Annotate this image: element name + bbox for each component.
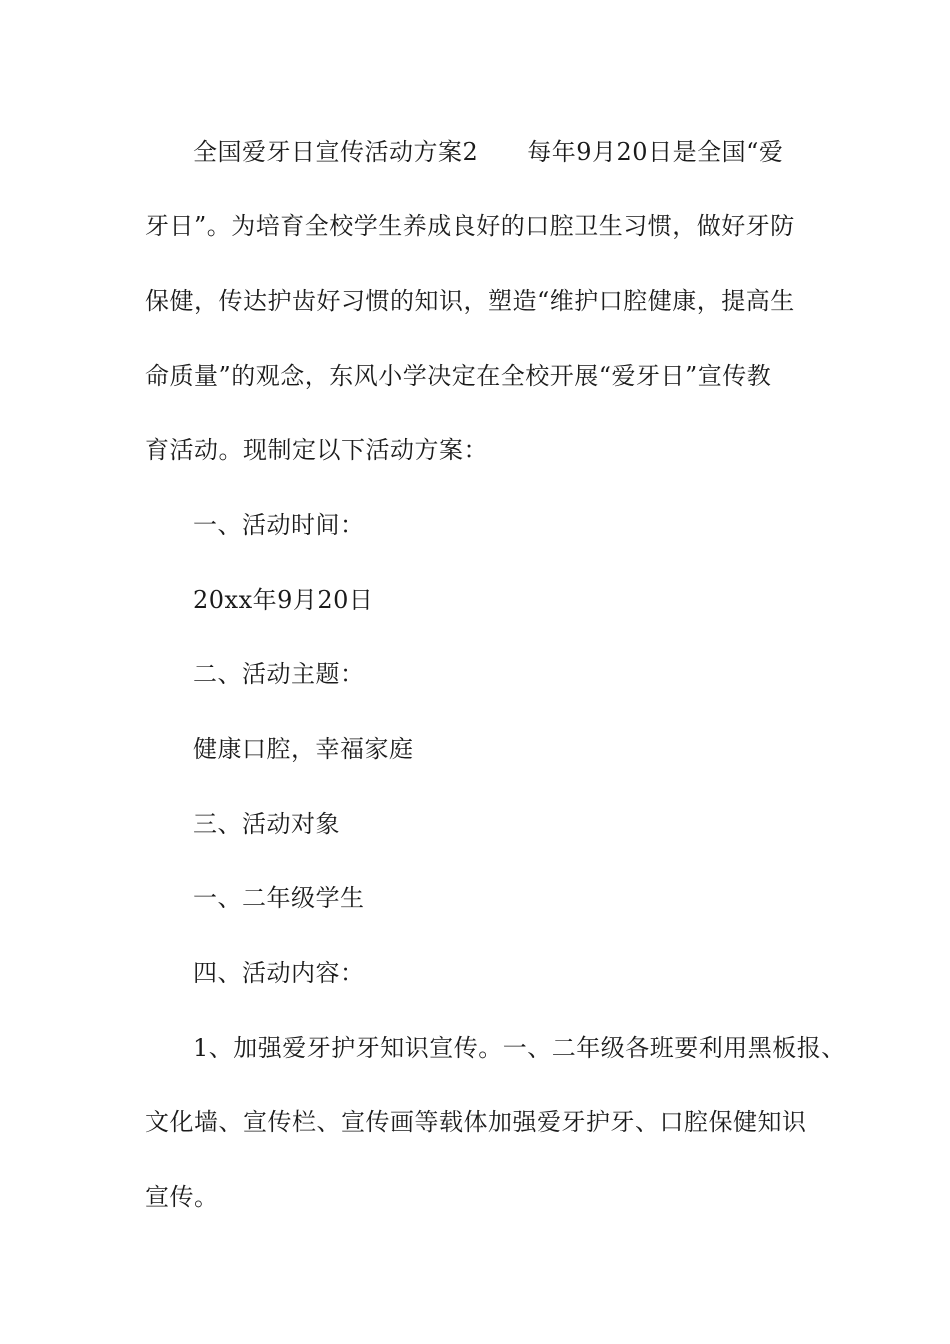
content-item-1-line-1: 1、加强爱牙护牙知识宣传。一、二年级各班要利用黑板报、 — [193, 1034, 846, 1062]
section-heading-time: 一、活动时间： — [193, 511, 365, 539]
paragraph-line-3: 保健，传达护齿好习惯的知识，塑造“维护口腔健康，提高生 — [145, 287, 795, 315]
paragraph-line-1: 全国爱牙日宣传活动方案2 每年9月20日是全国“爱 — [193, 138, 784, 166]
paragraph-line-5: 育活动。现制定以下活动方案： — [145, 436, 488, 464]
paragraph-line-4: 命质量”的观念，东风小学决定在全校开展“爱牙日”宣传教 — [145, 362, 772, 390]
activity-date: 20xx年9月20日 — [193, 586, 374, 614]
section-heading-content: 四、活动内容： — [193, 959, 365, 987]
activity-target: 一、二年级学生 — [193, 884, 365, 912]
paragraph-line-2: 牙日”。为培育全校学生养成良好的口腔卫生习惯，做好牙防 — [145, 212, 795, 240]
content-item-1-line-3: 宣传。 — [145, 1183, 219, 1211]
content-item-1-line-2: 文化墙、宣传栏、宣传画等载体加强爱牙护牙、口腔保健知识 — [145, 1108, 807, 1136]
section-heading-theme: 二、活动主题： — [193, 660, 365, 688]
section-heading-target: 三、活动对象 — [193, 810, 340, 838]
activity-theme: 健康口腔，幸福家庭 — [193, 735, 414, 763]
